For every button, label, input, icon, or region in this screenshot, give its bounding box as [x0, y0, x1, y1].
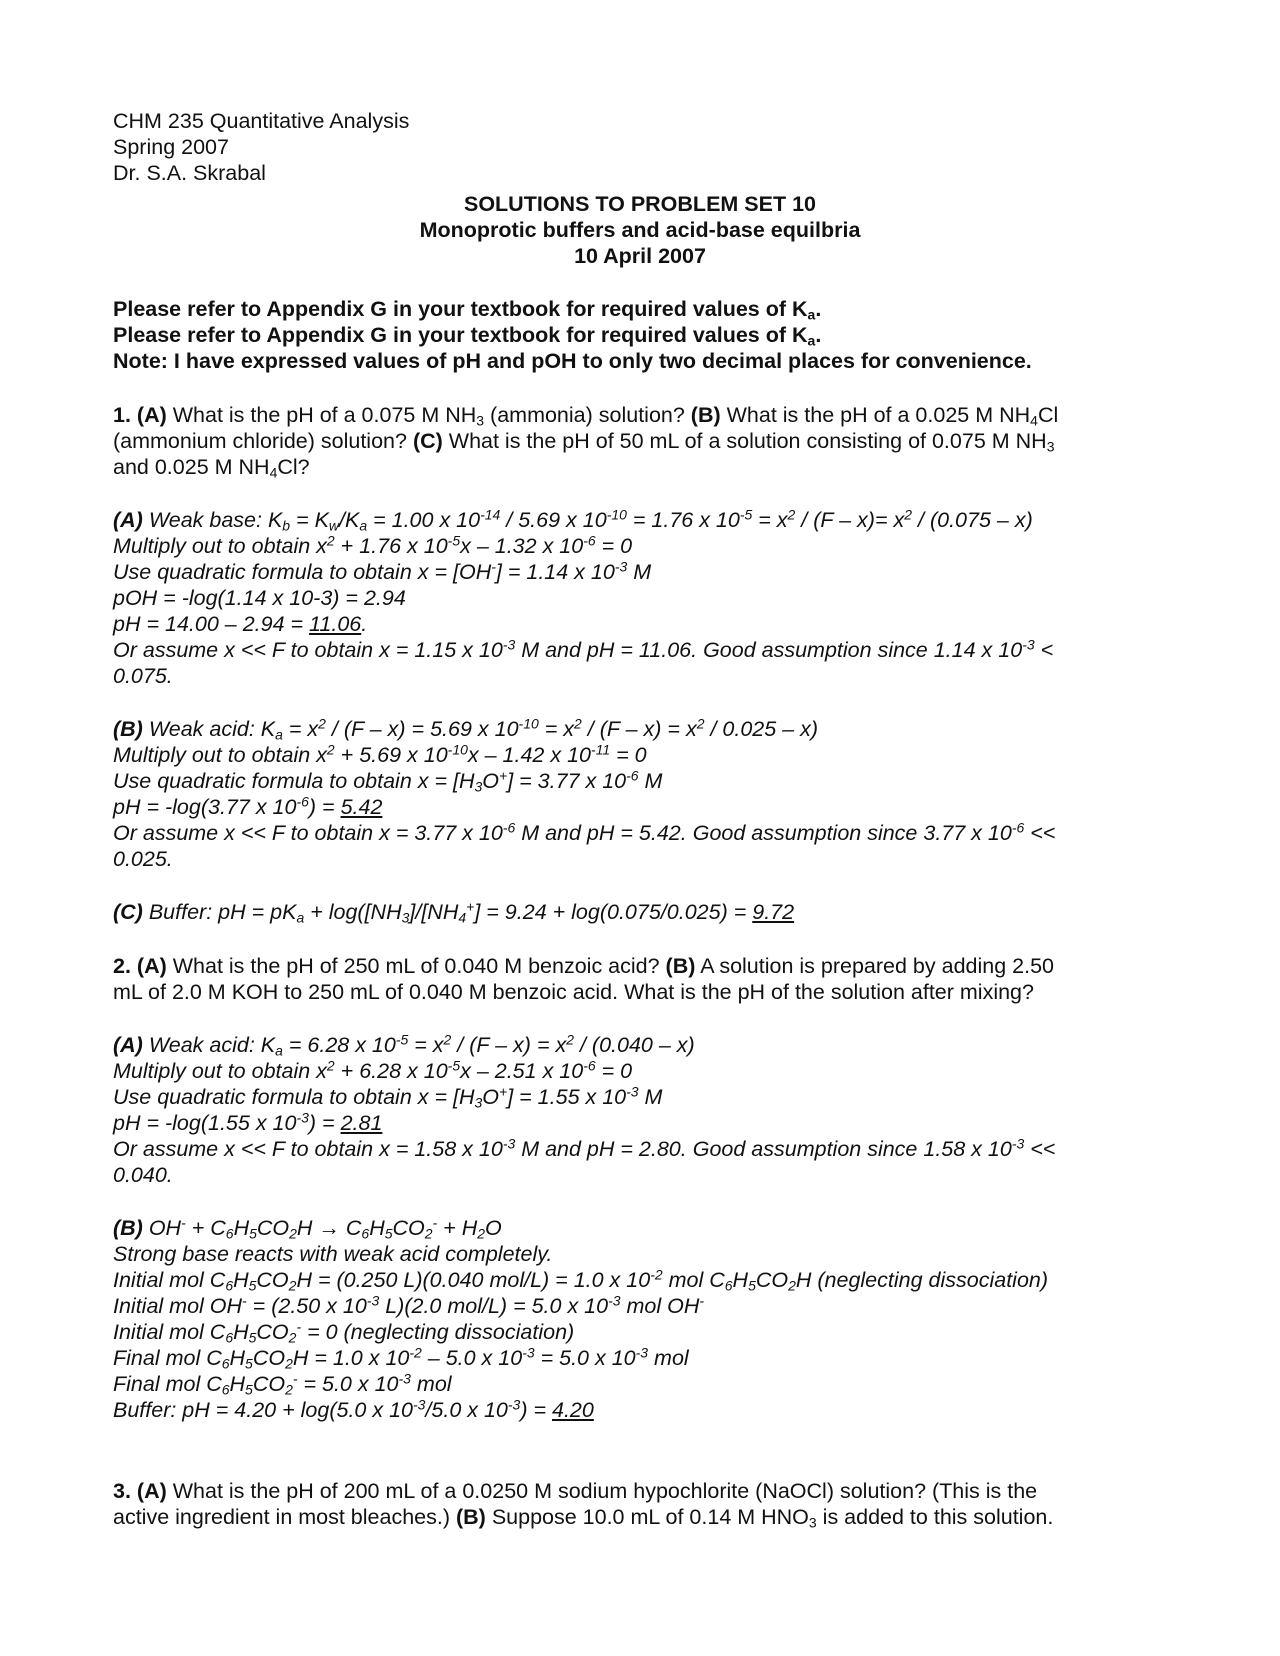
problem-2a-equilibrium: (A) Weak acid: $K_a = 6.28$ x $10^{-5} = x^2 / (F - x) = x^2 / (0.040 - x)$	[113, 1031, 695, 1059]
problem-1b-solution: Use quadratic formula to obtain $x = [H_3O^+] = 3.77$ x $10^{-6}$ M	[113, 767, 663, 795]
problem-2b-reaction: (B) $OH^- + C_6H_5CO_2H \to C_6H_5CO_2^- + H_2O$	[113, 1214, 502, 1242]
problem-1b-equilibrium: (B) Weak acid: $K_a = x^2 / (F - x) = 5.69$ x $10^{-10} = x^2 / (F - x) = x^2 / 0.025 - x$)	[113, 715, 819, 743]
problem-2b-initial-base: Initial mol OH- = (2.50 x $10^{-3}$ L)(2.0 mol/L) = 5.0 x $10^{-3}$ mol OH-	[113, 1292, 705, 1318]
problem-2-question: 2. (A) What is the pH of 250 mL of 0.040 M benzoic acid? (B) A solution is prepared by adding 2.50	[113, 954, 1054, 978]
problem-3-question: 3. (A) What is the pH of 200 mL of a 0.0250 M sodium hypochlorite (NaOCl) solution? (This is the	[113, 1479, 1038, 1503]
problem-2b-final-acid: Final mol $C_6H_5CO_2H = 1.0$ x $10^{-2} - 5.0$ x $10^{-3} = 5.0$ x $10^{-3}$ mol	[113, 1344, 689, 1372]
problem-2b-final-conjugate: Final mol $C_6H_5CO_2^- = 5.0$ x $10^{-3}$ mol	[113, 1370, 452, 1398]
problem-1b-quadratic: Multiply out to obtain $x^2 + 5.69$ x $10^{-10}x - 1.42$ x $10^{-11} = 0$	[113, 741, 647, 767]
problem-1b-assumption: Or assume x << F to obtain x = 3.77 x $10^{-6}$ M and pH = 5.42. Good assumption since 3.77 x $10^{-6}$ <<	[113, 819, 1056, 845]
answer: 9.72	[752, 900, 795, 924]
problem-2b-statement: Strong base reacts with weak acid completely.	[113, 1242, 553, 1266]
problem-2a-quadratic: Multiply out to obtain $x^2 + 6.28$ x $10^{-5}x - 2.51$ x $10^{-6} = 0$	[113, 1057, 633, 1083]
problem-1-question-line-3: and 0.025 M $NH_4Cl$?	[113, 455, 310, 481]
problem-1a-solution: Use quadratic formula to obtain x = [OH-] = 1.14 x $10^{-3}$ M	[113, 558, 652, 584]
problem-2-question-line-2: mL of 2.0 M KOH to 250 mL of 0.040 M benzoic acid. What is the pH of the solution after mixing?	[113, 980, 1034, 1004]
appendix-note: Please refer to Appendix G in your textbook for required values of $K_a$.	[113, 297, 822, 323]
problem-1a-assumption-end: 0.075.	[113, 664, 173, 688]
problem-1a-poh: pOH = -log(1.14 x 10-3) = 2.94	[113, 586, 406, 610]
problem-1a-equilibrium: (A) Weak base: $K_b = K_w/K_a = 1.00$ x $10^{-14} / 5.69$ x $10^{-10} = 1.76$ x $10^{-5} = x^2 / (F - x)= x^2 / (0.075 - x)$	[113, 506, 1033, 534]
problem-2a-assumption-end: 0.040.	[113, 1163, 173, 1187]
problem-2a-assumption: Or assume x << F to obtain x = 1.58 x $10^{-3}$ M and pH = 2.80. Good assumption since 1.58 x $10^{-3}$ <<	[113, 1135, 1056, 1161]
answer: 4.20	[552, 1398, 594, 1422]
problem-2a-solution: Use quadratic formula to obtain $x = [H_3O^+] = 1.55$ x $10^{-3}$ M	[113, 1083, 663, 1111]
problem-2b-initial-conjugate: Initial mol $C_6H_5CO_2^- = 0$ (neglecting dissociation)	[113, 1318, 575, 1346]
document-title: SOLUTIONS TO PROBLEM SET 10	[463, 192, 816, 216]
problem-1a-quadratic: Multiply out to obtain $x^2 + 1.76$ x $10^{-5}x - 1.32$ x $10^{-6} = 0$	[113, 532, 633, 558]
problem-1-question: 1. (A) What is the pH of a 0.075 M $NH_3$ (ammonia) solution? (B) What is the pH of a 0.025 M $NH_4Cl$	[113, 403, 1059, 429]
reaction-arrow-icon: →	[318, 1216, 340, 1240]
problem-1c-buffer: (C) Buffer: pH = $pK_a + \log([NH_3]/[NH_4^+] = 9.24 + \log(0.075/0.025) = 9.72$	[113, 898, 795, 926]
problem-1a-ph: pH = 14.00 – 2.94 = 11.06.	[113, 612, 368, 636]
answer: 5.42	[340, 795, 383, 819]
answer: 2.81	[340, 1111, 383, 1135]
problem-2b-initial-acid: Initial mol $C_6H_5CO_2H = (0.250$ L)(0.040 mol/L) = 1.0 x $10^{-2}$ mol $C_6H_5CO_2H$ (neglecting dissociation)	[113, 1266, 1049, 1294]
decimal-places-note: Note: I have expressed values of pH and pOH to only two decimal places for convenience.	[113, 349, 1032, 373]
instructor: Dr. S.A. Skrabal	[113, 161, 266, 185]
problem-1b-ph: pH = -log(3.77 x $10^{-6}) = 5.42$	[113, 793, 383, 819]
problem-1b-assumption-end: 0.025.	[113, 847, 173, 871]
appendix-note-repeat: Please refer to Appendix G in your textbook for required values of $K_a$.	[113, 323, 822, 349]
problem-1-question-line-2: (ammonium chloride) solution? (C) What is the pH of 50 mL of a solution consisting of 0.075 M $NH_3$	[113, 429, 1055, 455]
problem-2a-ph: pH = -log(1.55 x $10^{-3}) = 2.81$	[113, 1109, 383, 1135]
answer: 11.06	[309, 612, 362, 636]
problem-3-question-line-2: active ingredient in most bleaches.) (B) Suppose 10.0 mL of 0.14 M $HNO_3$ is added to this solution.	[113, 1505, 1054, 1531]
problem-2b-buffer: Buffer: pH = 4.20 + log(5.0 x $10^{-3}/5.0$ x $10^{-3}) = 4.20$	[113, 1396, 594, 1422]
problem-1a-assumption: Or assume x << F to obtain x = 1.15 x $10^{-3}$ M and pH = 11.06. Good assumption since 1.14 x $10^{-3}$ <	[113, 636, 1054, 662]
term: Spring 2007	[113, 135, 229, 159]
course-name: CHM 235 Quantitative Analysis	[113, 109, 410, 133]
document-subtitle: Monoprotic buffers and acid-base equilbria	[419, 218, 861, 242]
document-date: 10 April 2007	[574, 244, 706, 268]
